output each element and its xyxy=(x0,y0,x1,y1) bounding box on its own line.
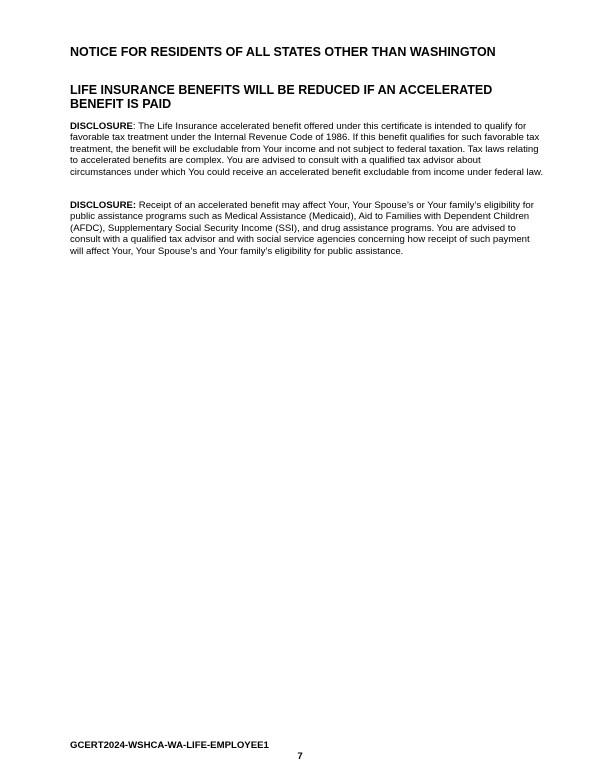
disclosure-text: The Life Insurance accelerated benefit offered under this certificate is intended to qualify for favorable tax treatment under the Internal Revenue Code of 1986. If this benefit qualifies for such favorable tax treatment, the benefit will be excludable from Your income and not subject to federal taxation. Tax laws relating to accelerated benefits are complex. You are advised to consult with a qualified tax advisor about circumstances under which You could receive an accelerated benefit excludable from income under federal law. xyxy=(70,121,544,178)
section-heading: LIFE INSURANCE BENEFITS WILL BE REDUCED IF AN ACCELERATED BENEFIT IS PAID xyxy=(70,83,493,111)
disclosure-separator: : xyxy=(132,121,136,132)
page-number: 7 xyxy=(297,751,303,762)
notice-heading: NOTICE FOR RESIDENTS OF ALL STATES OTHER THAN WASHINGTON xyxy=(70,45,496,59)
disclosure-label: DISCLOSURE: xyxy=(70,200,137,211)
disclosure-label: DISCLOSURE xyxy=(70,121,133,132)
disclosure-text: Receipt of an accelerated benefit may affect Your, Your Spouse’s or Your family’s eligibility for public assistance programs such as Medical Assistance (Medicaid), Aid to Families with Dependent Children (AFDC), Supplementary Social Security Income (SSI), and drug assistance programs. You are advised to consult with a qualified tax advisor and with social service agencies concerning how receipt of such payment will affect Your, Your Spouse’s and Your family’s eligibility for public assistance. xyxy=(70,200,534,257)
footer-form-code: GCERT2024-WSHCA-WA-LIFE-EMPLOYEE1 xyxy=(70,740,269,751)
disclosure-paragraph-tax xyxy=(70,121,544,178)
disclosure-paragraph-public-assistance xyxy=(70,200,544,257)
